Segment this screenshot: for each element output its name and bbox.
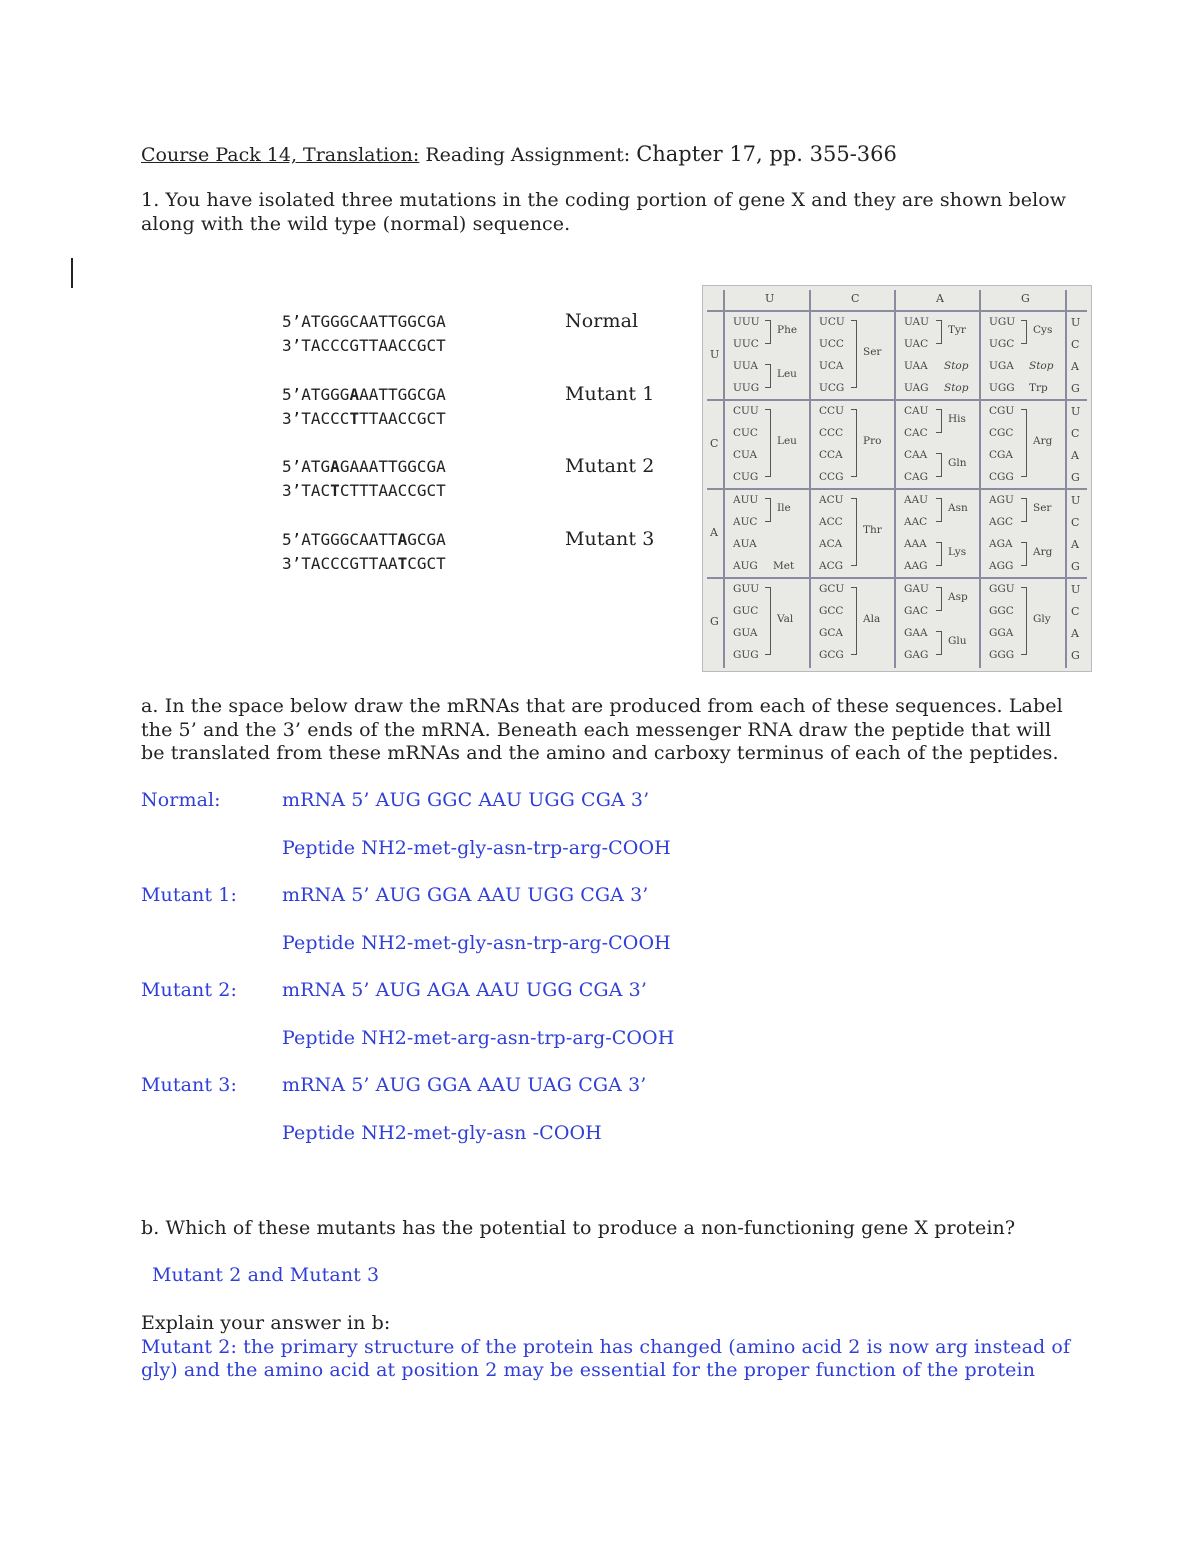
codon-cell: UGG [989, 382, 1015, 394]
sequence-segment: 5’ATGGG [282, 385, 350, 404]
mrna-sequence: mRNA 5’ AUG GGC AAU UGG CGA 3’ [282, 789, 650, 811]
amino-acid-label: Leu [777, 435, 797, 447]
codon-cell: GAA [904, 627, 928, 639]
mrna-sequence: mRNA 5’ AUG GGA AAU UAG CGA 3’ [282, 1074, 647, 1096]
explain-line-1: Mutant 2: the primary structure of the protein has changed (amino acid 2 is now arg instead of [141, 1336, 1071, 1358]
amino-acid-label: Cys [1033, 324, 1053, 336]
peptide-sequence: Peptide NH2-met-gly-asn-trp-arg-COOH [282, 837, 671, 859]
table-column-header: G [1021, 292, 1030, 305]
codon-bracket [936, 409, 942, 433]
codon-bracket [1021, 587, 1027, 655]
coding-strand [282, 457, 446, 476]
codon-cell: UCU [819, 316, 845, 328]
codon-cell: UGA [989, 360, 1014, 372]
sequence-segment: 5’ATG [282, 457, 331, 476]
amino-acid-label: His [948, 413, 966, 425]
amino-acid-label: Met [773, 560, 795, 572]
answer-label: Mutant 1: [141, 884, 237, 906]
codon-cell: CAC [904, 427, 928, 439]
sequence-segment: T [397, 554, 408, 573]
codon-cell: GGC [989, 605, 1014, 617]
codon-cell: AGA [989, 538, 1013, 550]
sequence-segment: TTAACCGCT [359, 409, 446, 428]
amino-acid-label: Tyr [948, 324, 966, 336]
codon-cell: CGC [989, 427, 1014, 439]
template-strand [282, 481, 446, 500]
table-third-base: G [1071, 471, 1080, 484]
page-title [141, 142, 897, 166]
table-column-header: C [851, 292, 860, 305]
sequence-segment: 3’TACCC [282, 409, 350, 428]
amino-acid-label: Stop [944, 382, 969, 394]
table-third-base: U [1071, 316, 1081, 329]
table-grid-line [707, 577, 1087, 579]
table-grid-line [723, 290, 725, 668]
codon-cell: GGU [989, 583, 1015, 595]
codon-cell: GGG [989, 649, 1015, 661]
sequence-segment: GCGA [407, 530, 446, 549]
codon-cell: AAG [904, 560, 928, 572]
table-third-base: G [1071, 382, 1080, 395]
table-grid-line [707, 488, 1087, 490]
mrna-sequence: mRNA 5’ AUG AGA AAU UGG CGA 3’ [282, 979, 647, 1001]
sequence-segment: T [349, 409, 360, 428]
sequence-segment: GAAATTGGCGA [339, 457, 446, 476]
codon-cell: UAU [904, 316, 929, 328]
codon-cell: GCC [819, 605, 844, 617]
table-third-base: A [1071, 627, 1079, 640]
table-row-header: C [710, 437, 719, 450]
codon-cell: CGG [989, 471, 1014, 483]
codon-cell: CCU [819, 405, 844, 417]
codon-cell: AUU [733, 494, 759, 506]
codon-bracket [851, 409, 857, 477]
amino-acid-label: Ser [1033, 502, 1052, 514]
answer-label: Mutant 3: [141, 1074, 237, 1096]
sequence-segment: 3’TAC [282, 481, 331, 500]
part-b-answer: Mutant 2 and Mutant 3 [152, 1264, 380, 1286]
reading-assignment-label: Reading Assignment: [419, 144, 637, 166]
codon-bracket [765, 364, 771, 388]
template-strand [282, 554, 446, 573]
peptide-sequence: Peptide NH2-met-arg-asn-trp-arg-COOH [282, 1027, 675, 1049]
codon-bracket [851, 320, 857, 388]
answer-label: Mutant 2: [141, 979, 237, 1001]
question-1-line-1: 1. You have isolated three mutations in the coding portion of gene X and they are shown below [141, 189, 1067, 211]
coding-strand [282, 385, 446, 404]
codon-bracket [851, 587, 857, 655]
codon-cell: AGG [989, 560, 1014, 572]
amino-acid-label: Stop [1029, 360, 1054, 372]
amino-acid-label: Trp [1029, 382, 1048, 394]
codon-cell: UAG [904, 382, 929, 394]
codon-cell: CAU [904, 405, 929, 417]
amino-acid-label: Phe [777, 324, 798, 336]
codon-cell: AUA [733, 538, 757, 550]
table-third-base: G [1071, 560, 1080, 573]
table-column-header: A [936, 292, 944, 305]
peptide-sequence: Peptide NH2-met-gly-asn-trp-arg-COOH [282, 932, 671, 954]
part-a-line-1: a. In the space below draw the mRNAs that are produced from each of these sequences. Label [141, 695, 1063, 717]
amino-acid-label: Val [777, 613, 794, 625]
codon-cell: AAU [904, 494, 929, 506]
codon-cell: UGU [989, 316, 1016, 328]
table-third-base: U [1071, 405, 1081, 418]
template-strand [282, 336, 446, 355]
codon-cell: AGU [989, 494, 1014, 506]
amino-acid-label: Ala [863, 613, 881, 625]
codon-cell: ACC [819, 516, 843, 528]
codon-cell: AUC [733, 516, 758, 528]
codon-bracket [936, 453, 942, 477]
amino-acid-label: Ser [863, 346, 882, 358]
codon-cell: GAU [904, 583, 929, 595]
codon-bracket [1021, 542, 1027, 566]
peptide-sequence: Peptide NH2-met-gly-asn -COOH [282, 1122, 602, 1144]
codon-bracket [1021, 320, 1027, 344]
mrna-sequence: mRNA 5’ AUG GGA AAU UGG CGA 3’ [282, 884, 649, 906]
codon-cell: UAC [904, 338, 929, 350]
codon-bracket [936, 542, 942, 566]
codon-cell: AAC [904, 516, 928, 528]
sequence-label: Mutant 1 [565, 383, 655, 405]
codon-cell: CUA [733, 449, 758, 461]
codon-cell: CAG [904, 471, 929, 483]
codon-bracket [936, 498, 942, 522]
sequence-segment: 3’TACCCGTTAA [282, 554, 398, 573]
codon-cell: UUA [733, 360, 758, 372]
codon-cell: UCC [819, 338, 844, 350]
amino-acid-label: Glu [948, 635, 967, 647]
part-a-line-3: be translated from these mRNAs and the amino and carboxy terminus of each of the peptides. [141, 742, 1059, 764]
table-grid-line [809, 290, 811, 668]
question-1-line-2: along with the wild type (normal) sequence. [141, 213, 571, 235]
codon-cell: GCU [819, 583, 845, 595]
codon-bracket [765, 498, 771, 522]
amino-acid-label: Ile [777, 502, 791, 514]
table-third-base: C [1071, 605, 1080, 618]
codon-cell: CCC [819, 427, 844, 439]
codon-cell: UGC [989, 338, 1015, 350]
table-third-base: U [1071, 494, 1081, 507]
answer-label: Normal: [141, 789, 221, 811]
table-column-header: U [765, 292, 775, 305]
amino-acid-label: Leu [777, 368, 797, 380]
table-third-base: C [1071, 427, 1080, 440]
sequence-segment: A [349, 385, 360, 404]
codon-cell: GUC [733, 605, 759, 617]
table-third-base: A [1071, 538, 1079, 551]
amino-acid-label: Arg [1033, 435, 1053, 447]
codon-cell: UUU [733, 316, 760, 328]
codon-table-image [702, 285, 1092, 672]
codon-cell: CUG [733, 471, 759, 483]
codon-cell: GUA [733, 627, 758, 639]
codon-cell: UUG [733, 382, 760, 394]
table-third-base: A [1071, 449, 1079, 462]
part-a-line-2: the 5’ and the 3’ ends of the mRNA. Beneath each messenger RNA draw the peptide that will [141, 719, 1052, 741]
codon-cell: GUG [733, 649, 759, 661]
codon-cell: UUC [733, 338, 759, 350]
codon-bracket [936, 631, 942, 655]
codon-cell: GAG [904, 649, 929, 661]
sequence-segment: T [330, 481, 340, 500]
codon-cell: CAA [904, 449, 928, 461]
table-row-header: G [710, 615, 719, 628]
sequence-label: Normal [565, 310, 639, 332]
amino-acid-label: Thr [863, 524, 882, 536]
table-third-base: C [1071, 338, 1080, 351]
table-grid-line [979, 290, 981, 668]
codon-cell: UAA [904, 360, 928, 372]
table-grid-line [1065, 290, 1067, 668]
codon-bracket [851, 498, 857, 566]
codon-cell: GCG [819, 649, 844, 661]
amino-acid-label: Asn [948, 502, 968, 514]
codon-cell: GUU [733, 583, 760, 595]
table-third-base: C [1071, 516, 1080, 529]
sequence-segment: 5’ATGGGCAATTGGCGA [282, 312, 446, 331]
sequence-label: Mutant 2 [565, 455, 655, 477]
codon-cell: AUG [733, 560, 758, 572]
sequence-segment: 5’ATGGGCAATT [282, 530, 398, 549]
sequence-segment: A [397, 530, 408, 549]
amino-acid-label: Gly [1033, 613, 1051, 625]
table-grid-line [707, 310, 1087, 312]
codon-bracket [1021, 409, 1027, 477]
amino-acid-label: Arg [1033, 546, 1053, 558]
codon-cell: CUC [733, 427, 758, 439]
codon-cell: CGA [989, 449, 1014, 461]
sequence-segment: CGCT [407, 554, 446, 573]
chapter-reference: Chapter 17, pp. 355-366 [636, 142, 897, 166]
text-cursor [71, 258, 73, 288]
codon-cell: CGU [989, 405, 1015, 417]
codon-bracket [936, 320, 942, 344]
table-grid-line [894, 290, 896, 668]
codon-cell: GGA [989, 627, 1014, 639]
coding-strand [282, 530, 446, 549]
codon-cell: ACA [819, 538, 843, 550]
codon-bracket [765, 320, 771, 344]
amino-acid-label: Lys [948, 546, 967, 558]
table-row-header: A [710, 526, 718, 539]
sequence-segment: 3’TACCCGTTAACCGCT [282, 336, 446, 355]
codon-cell: UCG [819, 382, 845, 394]
table-grid-line [707, 399, 1087, 401]
table-row-header: U [710, 348, 720, 361]
sequence-segment: A [330, 457, 340, 476]
codon-cell: ACU [819, 494, 844, 506]
codon-cell: AAA [904, 538, 927, 550]
codon-cell: GCA [819, 627, 844, 639]
codon-bracket [765, 587, 771, 655]
sequence-segment: CTTTAACCGCT [339, 481, 446, 500]
course-pack-title: Course Pack 14, Translation: [141, 144, 420, 166]
table-third-base: U [1071, 583, 1081, 596]
codon-cell: UCA [819, 360, 844, 372]
table-third-base: G [1071, 649, 1080, 662]
amino-acid-label: Stop [944, 360, 969, 372]
sequence-segment: AATTGGCGA [359, 385, 446, 404]
amino-acid-label: Pro [863, 435, 882, 447]
codon-bracket [936, 587, 942, 611]
template-strand [282, 409, 446, 428]
table-third-base: A [1071, 360, 1079, 373]
part-b-question: b. Which of these mutants has the potential to produce a non-functioning gene X protein? [141, 1217, 1016, 1239]
codon-cell: CCA [819, 449, 843, 461]
coding-strand [282, 312, 446, 331]
amino-acid-label: Asp [948, 591, 968, 603]
codon-bracket [1021, 498, 1027, 522]
codon-cell: GAC [904, 605, 929, 617]
explain-label: Explain your answer in b: [141, 1312, 391, 1334]
codon-cell: CUU [733, 405, 759, 417]
amino-acid-label: Gln [948, 457, 967, 469]
codon-cell: AGC [989, 516, 1014, 528]
codon-bracket [765, 409, 771, 477]
sequence-label: Mutant 3 [565, 528, 655, 550]
explain-line-2: gly) and the amino acid at position 2 may be essential for the proper function of the protein [141, 1359, 1036, 1381]
codon-cell: ACG [819, 560, 844, 572]
codon-cell: CCG [819, 471, 844, 483]
